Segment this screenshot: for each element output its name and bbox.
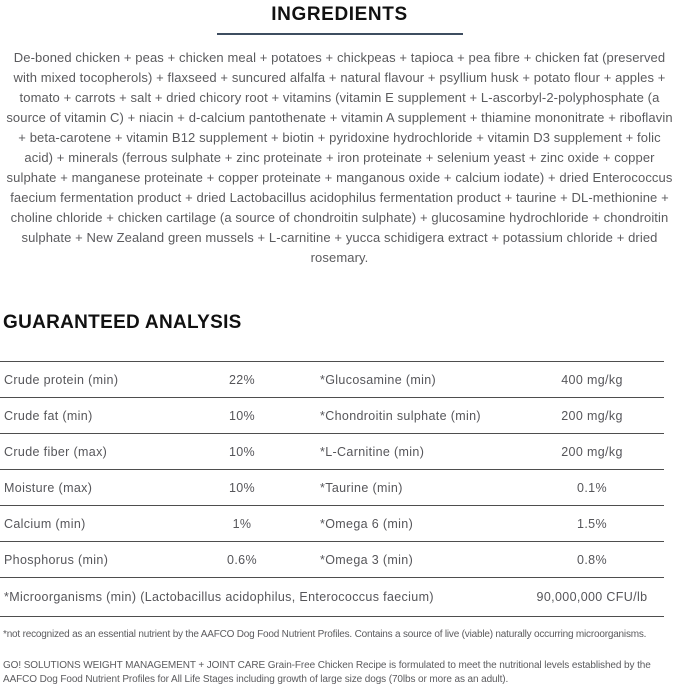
table-row-microorganisms [0,577,664,617]
table-row [0,541,664,577]
nutrient-label: *Omega 3 (min) [320,552,414,567]
nutrient-value: 10% [228,480,256,495]
heading-underline [217,33,463,35]
ingredients-paragraph: De-boned chicken + peas + chicken meal + potatoes + chickpeas + tapioca + pea fibre + chicken fat (preserved with mixed tocopherols) + flaxseed + suncured alfalfa + natural flavour + psyllium husk + potato flour + apples + tomato + carrots + salt + dried chicory root + vitamins (vitamin E supplement + L-ascorbyl-2-polyphosphate (a source of vitamin C) + niacin + d-calcium pantothenate + vitamin A supplement + thiamine mononitrate + riboflavin + beta-carotene + vitamin B12 supplement + biotin + pyridoxine hydrochloride + vitamin D3 supplement + folic acid) + minerals (ferrous sulphate + zinc proteinate + iron proteinate + selenium yeast + zinc oxide + copper sulphate + manganese proteinate + copper proteinate + manganous oxide + calcium iodate) + dried Enterococcus faecium fermentation product + dried Lactobacillus acidophilus fermentation product + taurine + DL-methionine + choline chloride + chicken cartilage (a source of chondroitin sulphate) + glucosamine hydrochloride + chondroitin sulphate + New Zealand green mussels + L-carnitine + yucca schidigera extract + potassium chloride + dried rosemary. [6,50,673,265]
nutrient-label: Moisture (max) [4,480,93,495]
nutrient-label: *L-Carnitine (min) [320,444,425,459]
nutrient-value: 0.1% [577,480,607,495]
nutrient-label: *Taurine (min) [320,480,403,495]
aafco-footnote: *not recognized as an essential nutrient by the AAFCO Dog Food Nutrient Profiles. Contains a source of live (viable) naturally occurring microorganisms. [3,629,647,640]
nutrient-value: 0.6% [227,552,257,567]
nutrient-label: Crude fiber (max) [4,444,108,459]
nutrient-value: 400 mg/kg [561,372,623,387]
nutrient-label: Crude fat (min) [4,408,93,423]
nutrient-value: 200 mg/kg [561,408,623,423]
nutrient-label: Crude protein (min) [4,372,119,387]
nutrient-value: 22% [228,372,256,387]
nutrient-label: *Chondroitin sulphate (min) [320,408,481,423]
table-row [0,433,664,469]
formulation-statement: GO! SOLUTIONS WEIGHT MANAGEMENT + JOINT CARE Grain-Free Chicken Recipe is formulated to meet the nutritional levels established by the AAFCO Dog Food Nutrient Profiles for All Life Stages including growth of large size dogs (70lbs or more as an adult). [3,660,651,685]
guaranteed-analysis-heading: GUARANTEED ANALYSIS [3,312,242,333]
table-row [0,361,664,397]
nutrient-value: 1.5% [577,516,607,531]
nutrient-value: 0.8% [577,552,607,567]
nutrient-value: 10% [228,444,256,459]
table-row [0,397,664,433]
nutrient-label: *Glucosamine (min) [320,372,437,387]
nutrient-label: *Microorganisms (min) (Lactobacillus acidophilus, Enterococcus faecium) [4,590,434,604]
nutrient-label: Calcium (min) [4,516,86,531]
nutrient-label: *Omega 6 (min) [320,516,414,531]
nutrient-value: 1% [232,516,252,531]
nutrient-value: 10% [228,408,256,423]
guaranteed-analysis-table [0,361,664,617]
product-label-page [0,4,679,685]
nutrient-label: Phosphorus (min) [4,552,109,567]
table-row [0,469,664,505]
ingredients-heading: INGREDIENTS [271,4,408,25]
nutrient-value: 90,000,000 CFU/lb [536,590,648,604]
table-row [0,505,664,541]
nutrient-value: 200 mg/kg [561,444,623,459]
